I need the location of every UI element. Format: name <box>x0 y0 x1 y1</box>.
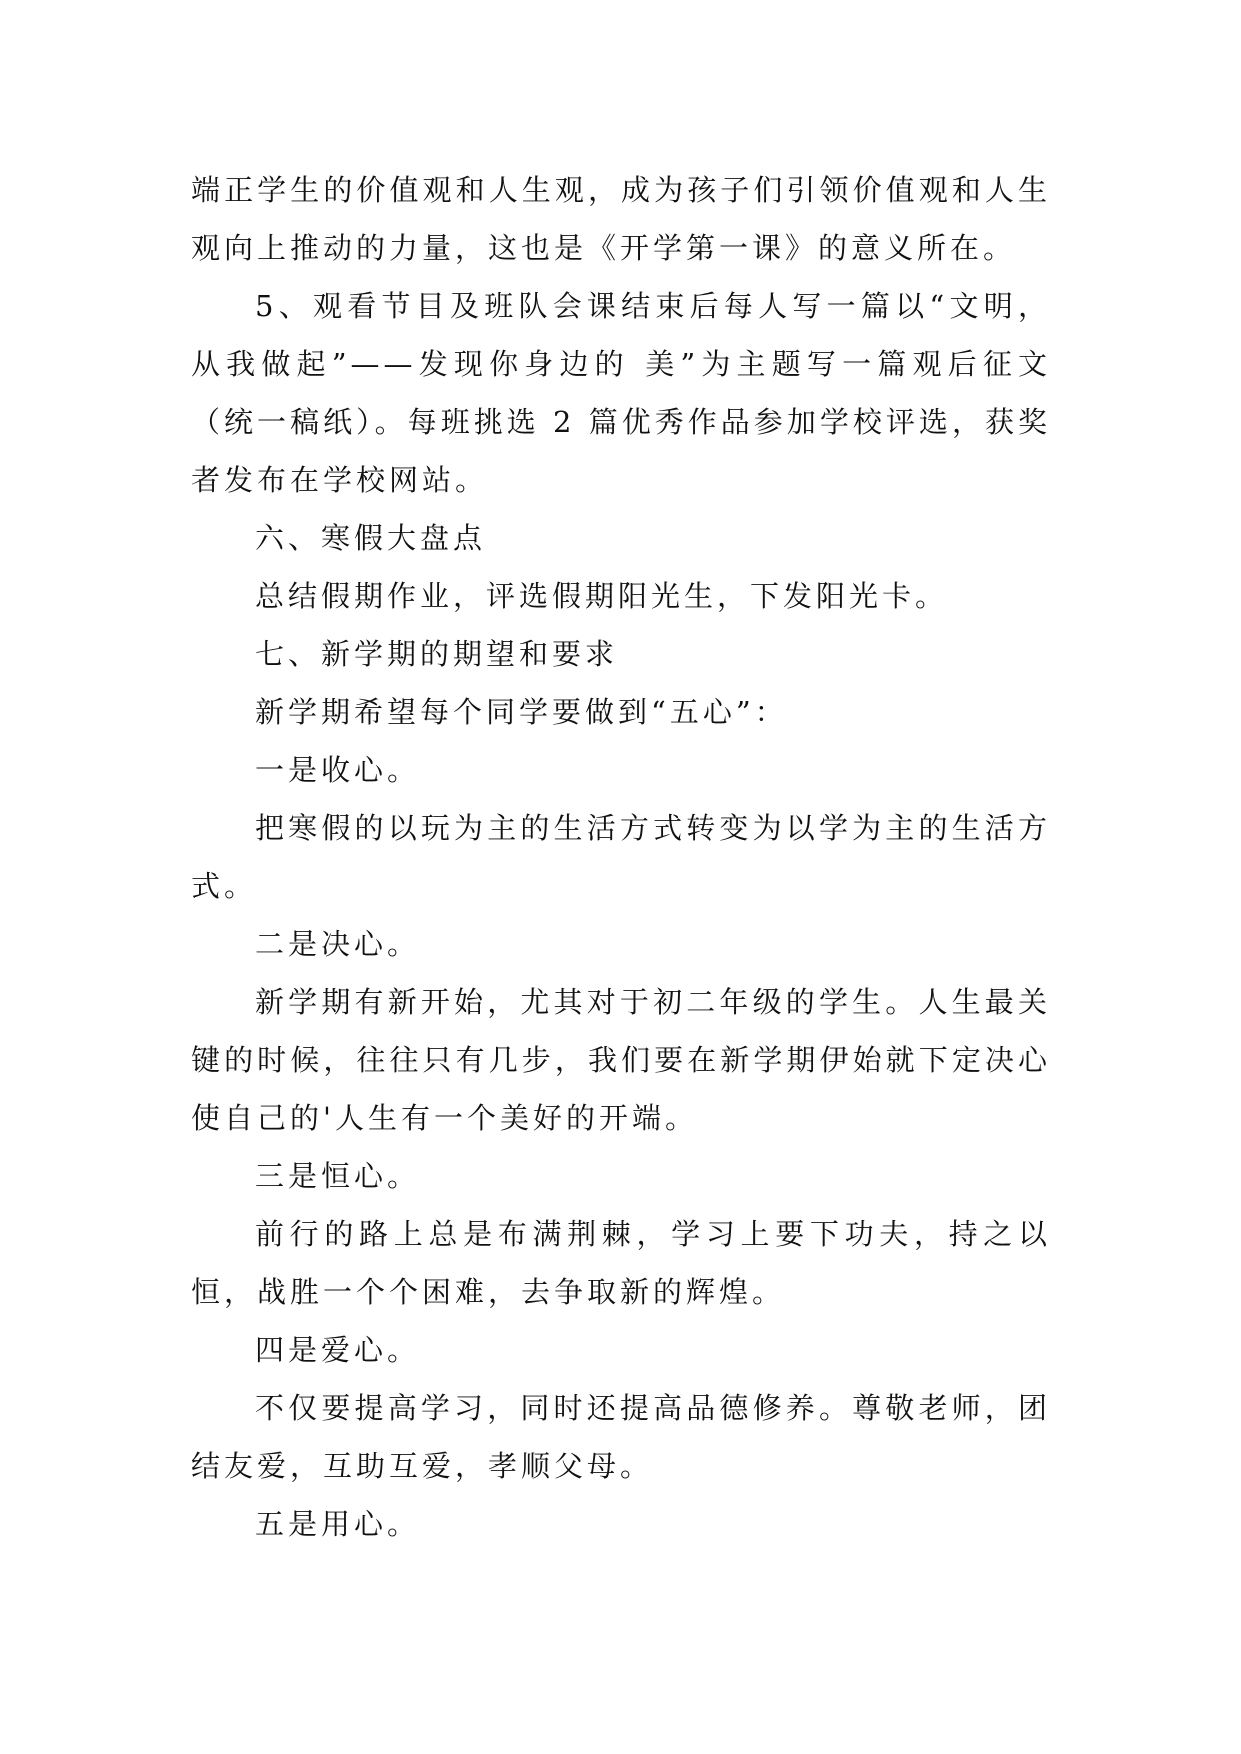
paragraph-item-5: 5、观看节目及班队会课结束后每人写一篇以“文明，从我做起”——发现你身边的 美”为主题写一篇观后征文（统一稿纸）。每班挑选 2 篇优秀作品参加学校评选，获奖者发布在学校网站。 <box>191 289 1051 497</box>
point-body-2: 新学期有新开始，尤其对于初二年级的学生。人生最关键的时候，往往只有几步，我们要在新学期伊始就下定决心使自己的'人生有一个美好的开端。 <box>191 985 1051 1135</box>
paragraph-holiday-summary: 总结假期作业，评选假期阳光生，下发阳光卡。 <box>255 579 949 613</box>
section-heading-seven: 七、新学期的期望和要求 <box>255 637 619 671</box>
point-heading-5: 五是用心。 <box>255 1507 421 1541</box>
point-body-1: 把寒假的以玩为主的生活方式转变为以学为主的生活方式。 <box>191 811 1051 903</box>
document-body <box>191 161 1051 1553</box>
point-body-3: 前行的路上总是布满荆棘，学习上要下功夫，持之以恒，战胜一个个困难，去争取新的辉煌。 <box>191 1217 1051 1309</box>
section-heading-six: 六、寒假大盘点 <box>255 521 487 555</box>
paragraph-continuation: 端正学生的价值观和人生观，成为孩子们引领价值观和人生观向上推动的力量，这也是《开学第一课》的意义所在。 <box>191 173 1051 265</box>
point-heading-3: 三是恒心。 <box>255 1159 421 1193</box>
point-heading-1: 一是收心。 <box>255 753 421 787</box>
point-heading-2: 二是决心。 <box>255 927 421 961</box>
point-body-4: 不仅要提高学习，同时还提高品德修养。尊敬老师，团结友爱，互助互爱，孝顺父母。 <box>191 1391 1051 1483</box>
paragraph-five-hearts-intro: 新学期希望每个同学要做到“五心”： <box>255 695 788 729</box>
point-heading-4: 四是爱心。 <box>255 1333 421 1367</box>
